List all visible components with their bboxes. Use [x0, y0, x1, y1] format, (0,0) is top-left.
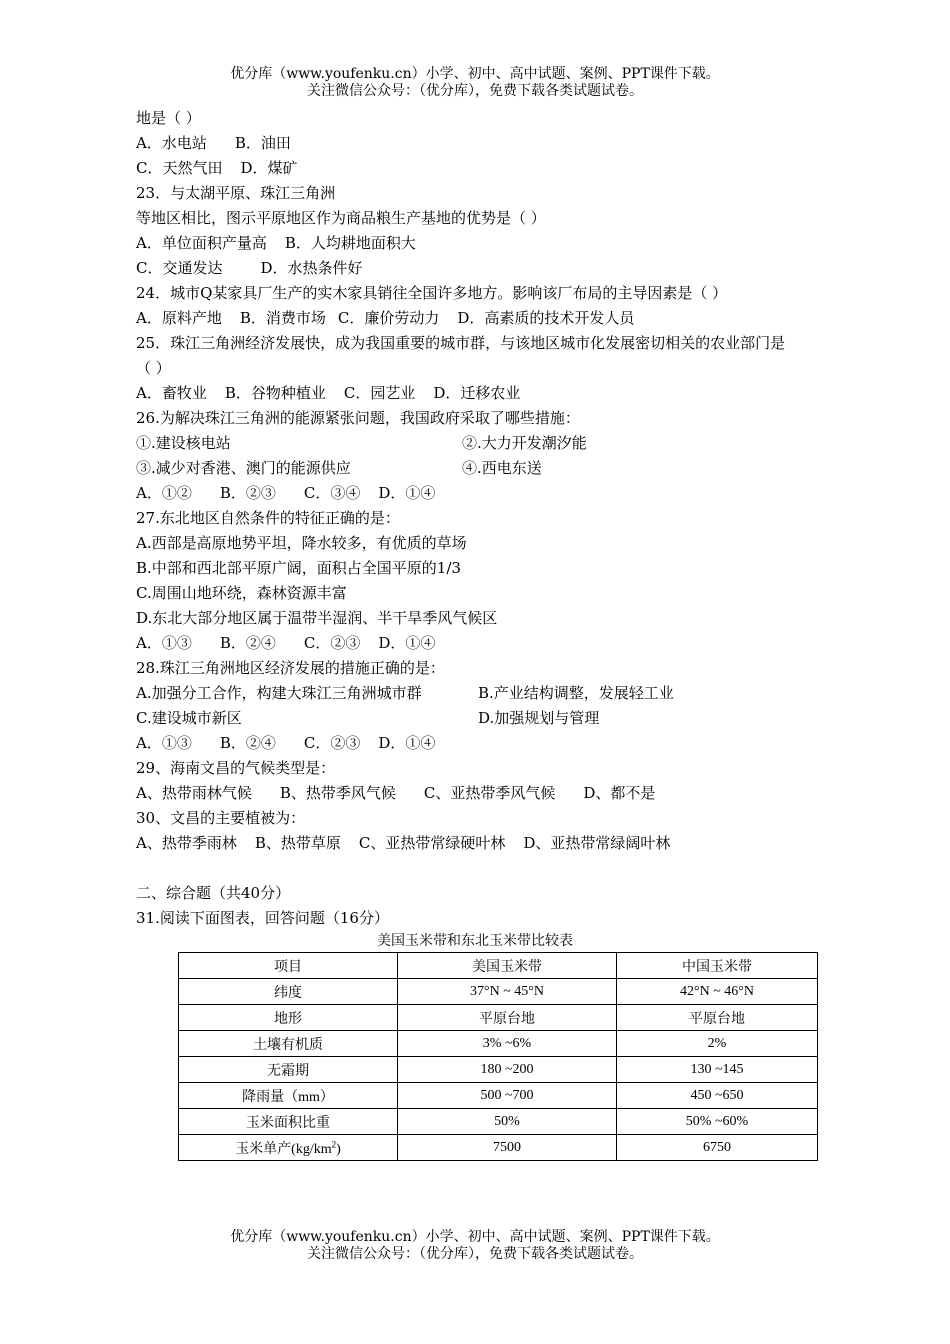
q27-stem: 27.东北地区自然条件的特征正确的是：: [136, 509, 400, 527]
q28-option-d: D．①④: [378, 734, 436, 752]
q28-option-b: B．②④: [219, 734, 276, 752]
table-cell: 7500: [398, 1135, 617, 1161]
q22-options-1: [136, 131, 866, 156]
yield-unit-close: ): [336, 1141, 341, 1157]
q23-option-a: A．单位面积产量高: [136, 234, 267, 252]
table-cell: 50%: [398, 1109, 617, 1135]
q22-tail: 地是（ ）: [136, 109, 201, 127]
q24-option-c: C．廉价劳动力: [337, 309, 440, 327]
q28-option-a: A．①③: [136, 734, 192, 752]
table-row: [179, 1031, 818, 1057]
footer-line-2: 关注微信公众号：（优分库），免费下载各类试题试卷。: [307, 1246, 643, 1262]
q28-option-c: C．②③: [303, 734, 361, 752]
q25-option-d: D．迁移农业: [433, 384, 521, 402]
q25-options: [136, 381, 866, 406]
table-cell: 降雨量（mm）: [179, 1083, 398, 1109]
q22-options-2: [136, 156, 866, 181]
q28-item-4: D.加强规划与管理: [478, 709, 600, 727]
q30-option-d: D、亚热带常绿阔叶林: [523, 834, 671, 852]
q27-item-3: C.周围山地环绕，森林资源丰富: [136, 584, 347, 602]
table-cell: 50% ~60%: [617, 1109, 818, 1135]
table-cell: 42°N ~ 46°N: [617, 979, 818, 1005]
q30-option-c: C、亚热带常绿硬叶林: [358, 834, 506, 852]
q26-stem: 26.为解决珠江三角洲的能源紧张问题，我国政府采取了哪些措施：: [136, 409, 580, 427]
q26-item-4: ④.西电东送: [462, 459, 542, 477]
q31-stem: 31.阅读下面图表，回答问题（16分）: [136, 909, 389, 927]
q24-options: [136, 306, 866, 331]
table-header-row: [179, 953, 818, 979]
table-cell: 450 ~650: [617, 1083, 818, 1109]
q30-options: [136, 831, 866, 856]
q22-option-c: C．天然气田: [136, 159, 223, 177]
q28-options: [136, 731, 866, 756]
q25-option-c: C．园艺业: [343, 384, 416, 402]
q27-options: [136, 631, 866, 656]
q26-option-b: B．②③: [219, 484, 276, 502]
header-line-1: 优分库（www.youfenku.cn）小学、初中、高中试题、案例、PPT课件下载。: [230, 66, 720, 82]
q26-option-d: D．①④: [378, 484, 436, 502]
table-cell: [179, 1135, 398, 1161]
q30-option-a: A、热带季雨林: [136, 834, 237, 852]
table-row: [179, 1057, 818, 1083]
page-header: [0, 66, 950, 100]
q26-option-a: A．①②: [136, 484, 192, 502]
table-cell: 180 ~200: [398, 1057, 617, 1083]
q29-option-a: A、热带雨林气候: [136, 784, 252, 802]
q29-option-b: B、热带季风气候: [279, 784, 396, 802]
q22-option-d: D．煤矿: [240, 159, 298, 177]
table-header-cell: 美国玉米带: [398, 953, 617, 979]
q24-stem: 24．城市Q某家具厂生产的实木家具销往全国许多地方。影响该厂布局的主导因素是（ ）: [136, 284, 728, 302]
yield-unit-superscript: 2: [331, 1138, 337, 1149]
yield-label: 玉米单产(kg/km: [235, 1141, 332, 1157]
q28-item-2: B.产业结构调整，发展轻工业: [478, 684, 674, 702]
q29-option-c: C、亚热带季风气候: [423, 784, 556, 802]
q28-item-3: C.建设城市新区: [136, 709, 242, 727]
q25-paren: （ ）: [136, 359, 171, 377]
table-cell: 无霜期: [179, 1057, 398, 1083]
q26-option-c: C．③④: [303, 484, 361, 502]
q24-option-d: D．高素质的技术开发人员: [457, 309, 635, 327]
q26-options: [136, 481, 866, 506]
q26-item-1: ①.建设核电站: [136, 434, 231, 452]
q30-option-b: B、热带草原: [254, 834, 341, 852]
table-cell: 土壤有机质: [179, 1031, 398, 1057]
table-row: [179, 979, 818, 1005]
q23-option-b: B．人均耕地面积大: [284, 234, 416, 252]
page-footer: [0, 1229, 950, 1263]
q25-stem: 25．珠江三角洲经济发展快，成为我国重要的城市群，与该地区城市化发展密切相关的农业部门是: [136, 334, 786, 352]
q30-stem: 30、文昌的主要植被为：: [136, 809, 306, 827]
table-cell: 平原台地: [617, 1005, 818, 1031]
q23-stem-1: 23．与太湖平原、珠江三角洲: [136, 184, 336, 202]
table-cell: 地形: [179, 1005, 398, 1031]
table-cell: 纬度: [179, 979, 398, 1005]
table-cell: 500 ~700: [398, 1083, 617, 1109]
q24-option-a: A．原料产地: [136, 309, 222, 327]
header-line-2: 关注微信公众号：（优分库），免费下载各类试题试卷。: [307, 83, 643, 99]
table-row: [179, 1005, 818, 1031]
q29-stem: 29、海南文昌的气候类型是：: [136, 759, 336, 777]
q27-option-b: B．②④: [219, 634, 276, 652]
q23-option-c: C．交通发达: [136, 259, 223, 277]
table-row: [179, 1109, 818, 1135]
q27-item-4: D.东北大部分地区属于温带半湿润、半干旱季风气候区: [136, 609, 498, 627]
table-cell: 3% ~6%: [398, 1031, 617, 1057]
q26-items-1: [136, 431, 866, 456]
table-cell: 37°N ~ 45°N: [398, 979, 617, 1005]
table-row: [179, 1135, 818, 1161]
q28-item-1: A.加强分工合作，构建大珠江三角洲城市群: [136, 684, 422, 702]
table-cell: 玉米面积比重: [179, 1109, 398, 1135]
table-cell: 130 ~145: [617, 1057, 818, 1083]
q28-items-2: [136, 706, 866, 731]
q27-item-1: A.西部是高原地势平坦，降水较多，有优质的草场: [136, 534, 467, 552]
table-cell: 6750: [617, 1135, 818, 1161]
q28-items-1: [136, 681, 866, 706]
q25-option-b: B．谷物种植业: [224, 384, 326, 402]
question-list: [136, 106, 866, 931]
q24-option-b: B．消费市场: [239, 309, 326, 327]
table-caption: 美国玉米带和东北玉米带比较表: [377, 933, 573, 949]
q27-option-d: D．①④: [378, 634, 436, 652]
table-cell: 平原台地: [398, 1005, 617, 1031]
q23-options-1: [136, 231, 866, 256]
q22-option-a: A．水电站: [136, 134, 207, 152]
q26-item-2: ②.大力开发潮汐能: [462, 434, 587, 452]
q26-items-2: [136, 456, 866, 481]
q27-option-c: C．②③: [303, 634, 361, 652]
q29-option-d: D、都不是: [583, 784, 656, 802]
table-header-cell: 中国玉米带: [617, 953, 818, 979]
table-cell: 2%: [617, 1031, 818, 1057]
table-row: [179, 1083, 818, 1109]
section-2-title: 二、综合题（共40分）: [136, 884, 291, 902]
comparison-table: [178, 952, 818, 1161]
q22-option-b: B．油田: [234, 134, 291, 152]
table-header-cell: 项目: [179, 953, 398, 979]
q23-options-2: [136, 256, 866, 281]
q25-option-a: A．畜牧业: [136, 384, 207, 402]
q27-item-2: B.中部和西北部平原广阔，面积占全国平原的1/3: [136, 559, 461, 577]
q23-option-d: D．水热条件好: [260, 259, 363, 277]
q28-stem: 28.珠江三角洲地区经济发展的措施正确的是：: [136, 659, 445, 677]
q27-option-a: A．①③: [136, 634, 192, 652]
q26-item-3: ③.减少对香港、澳门的能源供应: [136, 459, 351, 477]
footer-line-1: 优分库（www.youfenku.cn）小学、初中、高中试题、案例、PPT课件下载。: [230, 1229, 720, 1245]
q29-options: [136, 781, 866, 806]
q23-stem-2: 等地区相比，图示平原地区作为商品粮生产基地的优势是（ ）: [136, 209, 546, 227]
